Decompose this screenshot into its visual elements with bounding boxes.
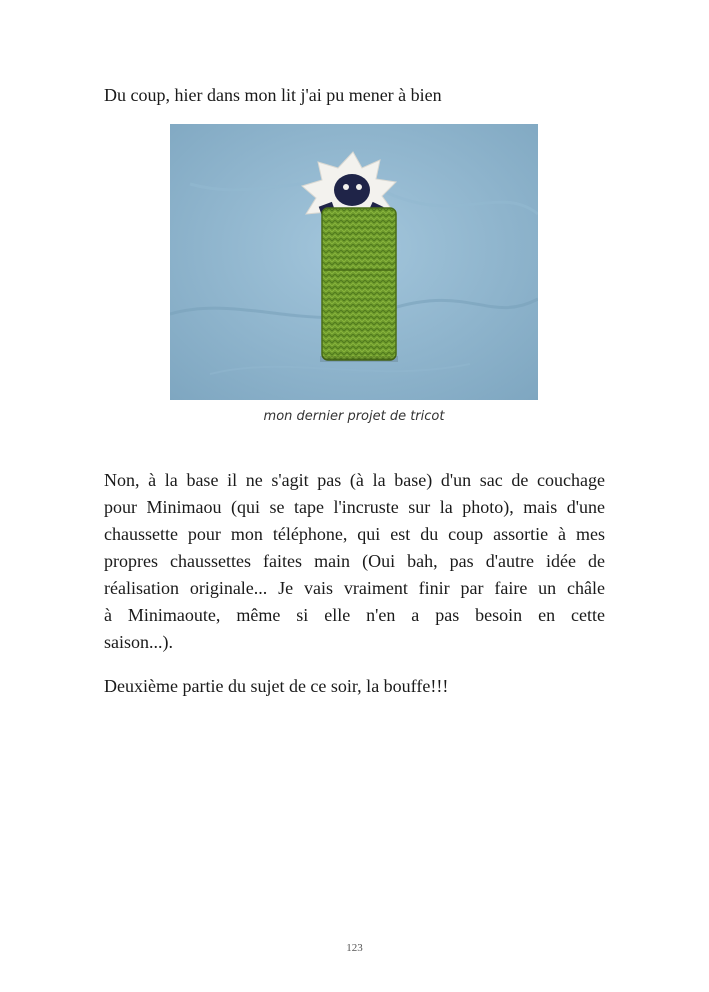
paragraph-line: propres chaussettes faites main (Oui bah, pas d'autre idée de (104, 551, 605, 571)
knitting-photo-illustration (170, 124, 538, 400)
body-paragraph (104, 467, 605, 656)
knitted-phone-sock (322, 208, 396, 360)
paragraph-line: chaussette pour mon téléphone, qui est du coup assortie à mes (104, 524, 605, 544)
closing-sentence: Deuxième partie du sujet de ce soir, la bouffe!!! (104, 676, 449, 696)
photo-caption: mon dernier projet de tricot (263, 409, 445, 424)
page-number: 123 (346, 942, 363, 954)
paragraph-line: saison...). (104, 632, 173, 652)
paragraph-line: à Minimaoute, même si elle n'en a pas besoin en cette (104, 605, 605, 625)
intro-sentence: Du coup, hier dans mon lit j'ai pu mener à bien (104, 85, 442, 105)
paragraph-line: Non, à la base il ne s'agit pas (à la base) d'un sac de couchage (104, 470, 605, 490)
paragraph-line: réalisation originale... Je vais vraiment finir par faire un châle (104, 578, 605, 598)
paragraph-line: pour Minimaou (qui se tape l'incruste sur la photo), mais d'une (104, 497, 605, 517)
knitting-photo (170, 124, 538, 400)
